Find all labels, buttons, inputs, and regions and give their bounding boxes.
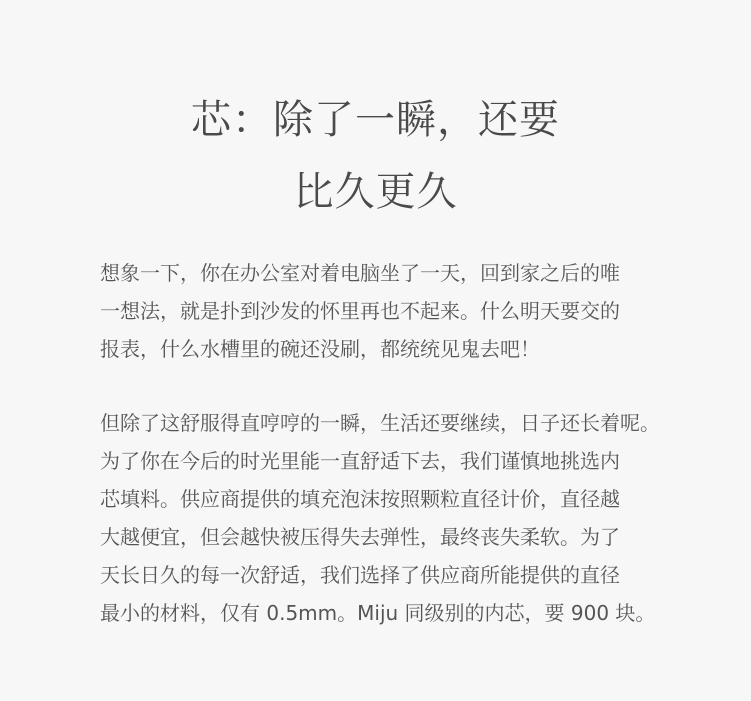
paragraph-line: 想象一下，你在办公室对着电脑坐了一天，回到家之后的唯 (100, 261, 620, 285)
paragraph-intro (100, 254, 668, 368)
paragraph-line: 报表，什么水槽里的碗还没刷，都统统见鬼去吧！ (100, 337, 540, 361)
paragraph-line: 一想法，就是扑到沙发的怀里再也不起来。什么明天要交的 (100, 299, 620, 323)
title-line-2: 比久更久 (293, 169, 458, 215)
paragraph-line: 为了你在今后的时光里能一直舒适下去，我们谨慎地挑选内 (100, 449, 620, 473)
article-body (100, 254, 668, 632)
paragraph-line: 天长日久的每一次舒适，我们选择了供应商所能提供的直径 (100, 563, 620, 587)
paragraph-spacer (100, 368, 668, 404)
paragraph-details (100, 404, 668, 632)
title-line-1: 芯：除了一瞬，还要 (191, 97, 560, 143)
paragraph-line: 芯填料。供应商提供的填充泡沫按照颗粒直径计价，直径越 (100, 487, 620, 511)
article-title (0, 84, 751, 228)
paragraph-line: 大越便宜，但会越快被压得失去弹性，最终丧失柔软。为了 (100, 525, 620, 549)
paragraph-line: 最小的材料，仅有 0.5mm。Miju 同级别的内芯，要 900 块。 (100, 601, 656, 625)
paragraph-line: 但除了这舒服得直哼哼的一瞬，生活还要继续，日子还长着呢。 (100, 411, 660, 435)
